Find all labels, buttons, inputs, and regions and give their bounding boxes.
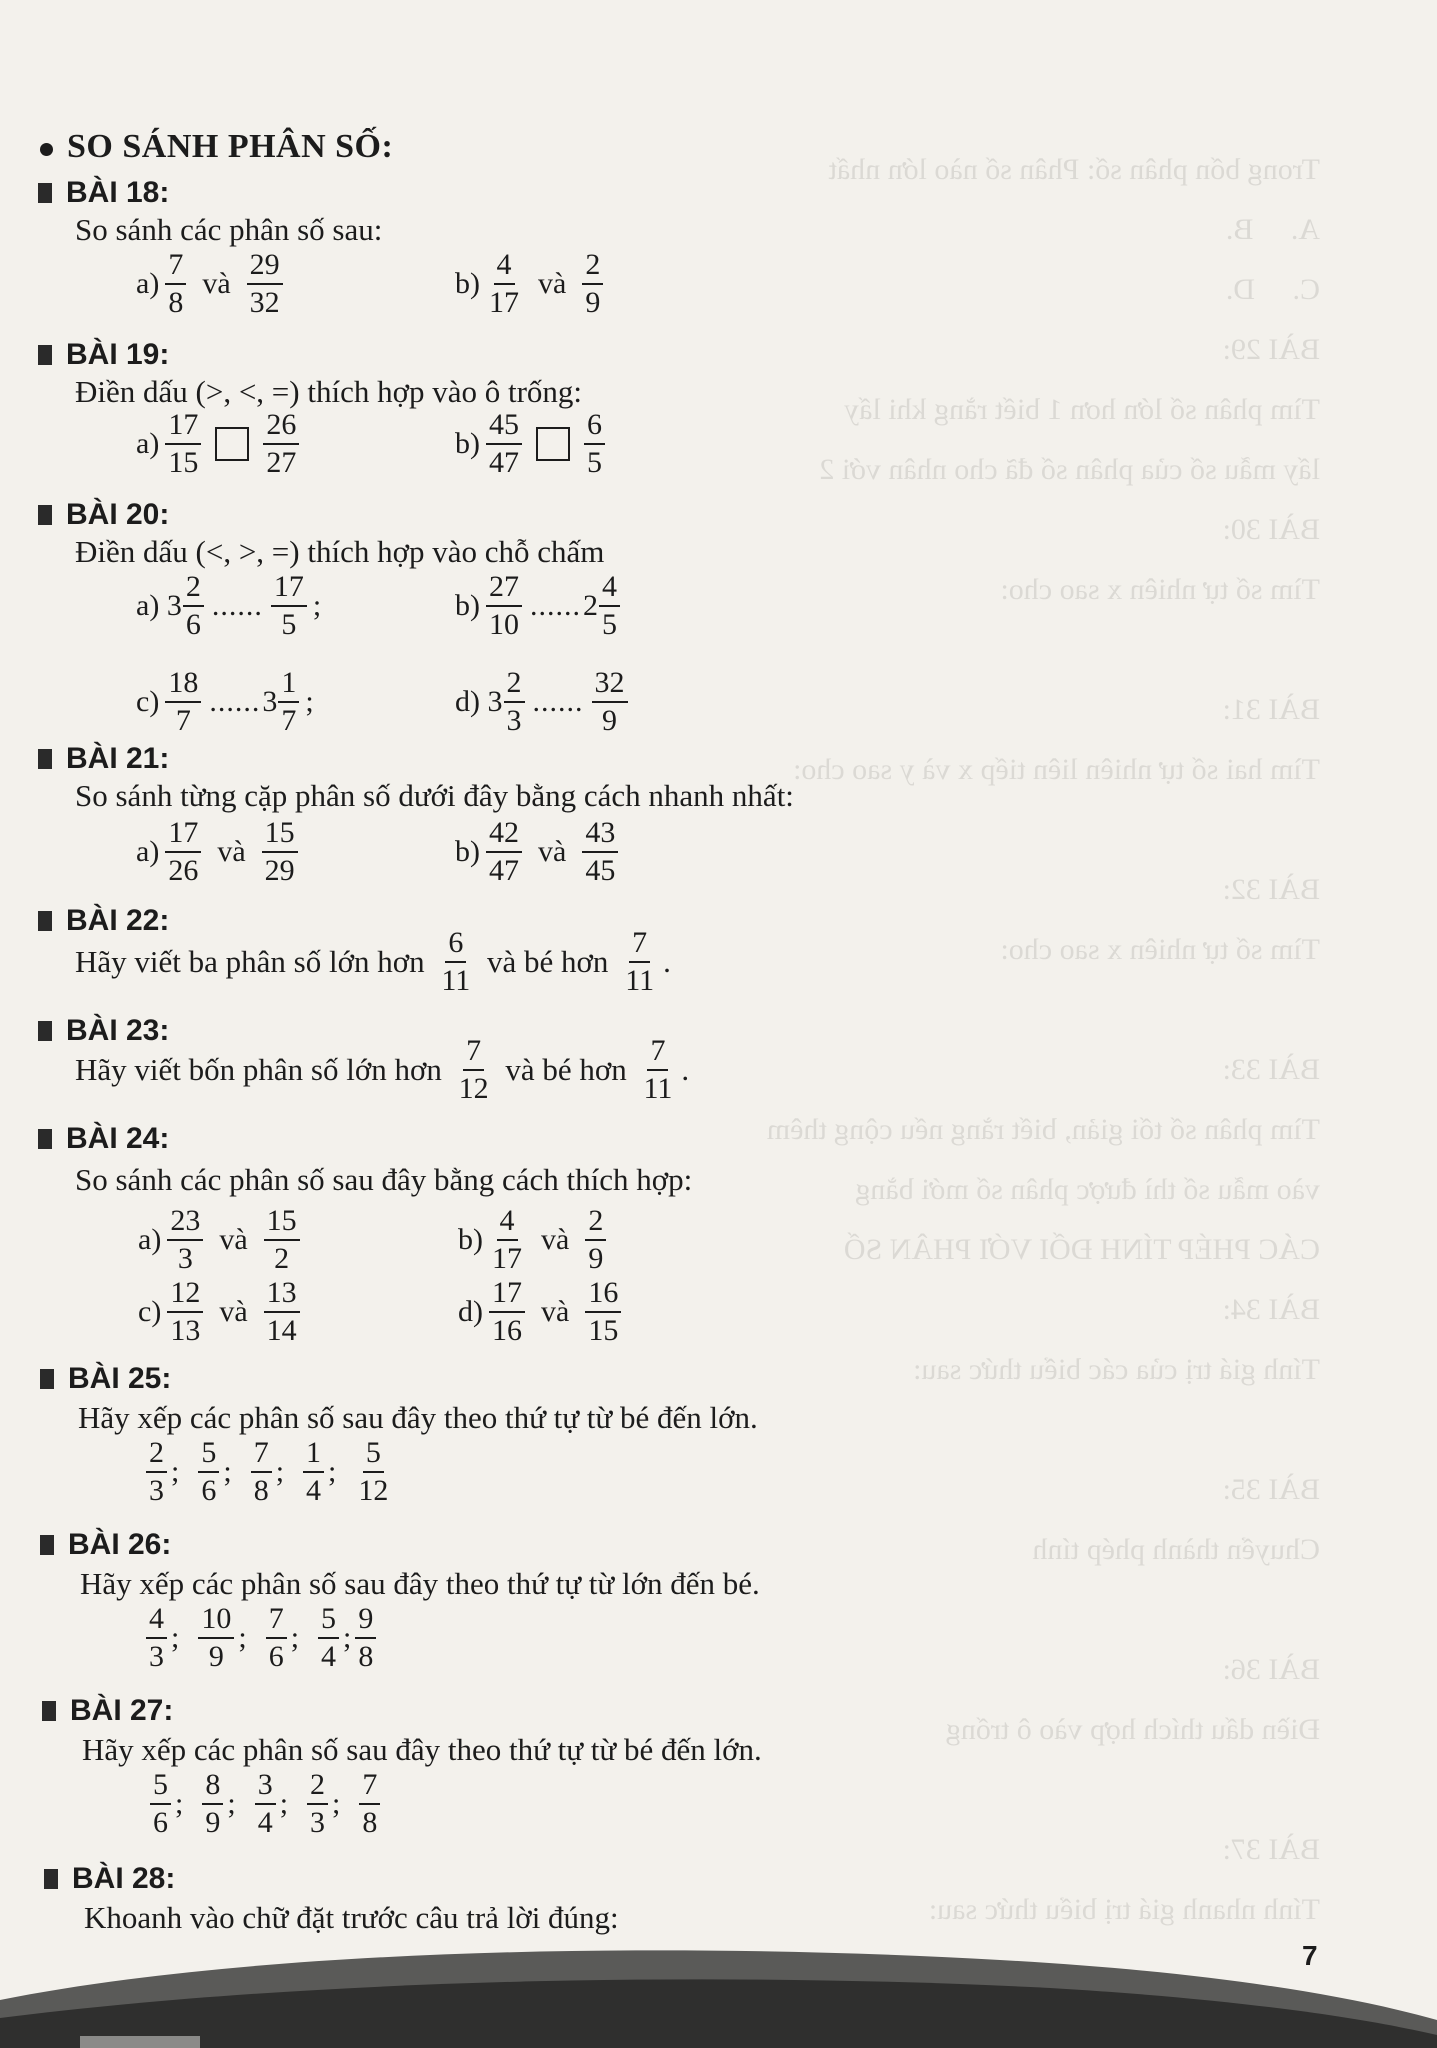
- fraction: $\frac{15}{2}$: [264, 1206, 300, 1274]
- square-bullet-icon: [44, 1869, 58, 1889]
- exercise-21-item-a: a) $\frac{17}{26}$ và $\frac{15}{29}$: [136, 818, 304, 886]
- exercise-20-item-d: d) 3 $\frac{2}{3}$ ...... $\frac{32}{9}$: [455, 668, 634, 736]
- fraction: $\frac{18}{7}$: [165, 668, 201, 736]
- exercise-23-instruction: Hãy viết bốn phân số lớn hơn $\frac{7}{12}$ và bé hơn $\frac{7}{11}$ .: [75, 1034, 690, 1105]
- fraction: $\frac{3}{4}$: [255, 1770, 276, 1838]
- square-bullet-icon: [38, 183, 52, 203]
- exercise-28-instruction: Khoanh vào chữ đặt trước câu trả lời đúng:: [84, 1900, 619, 1935]
- exercise-24-instruction: So sánh các phân số sau đây bằng cách thích hợp:: [75, 1162, 693, 1197]
- fraction: $\frac{2}{3}$: [504, 668, 525, 736]
- fraction: $\frac{10}{9}$: [198, 1604, 234, 1672]
- fraction: $\frac{7}{8}$: [165, 250, 186, 318]
- fraction: $\frac{7}{11}$: [643, 1034, 673, 1105]
- exercise-21-label: BÀI 21:: [38, 742, 169, 776]
- section-title-text: SO SÁNH PHÂN SỐ:: [67, 128, 394, 165]
- answer-box[interactable]: [536, 427, 570, 461]
- bleed-through-texture: Trong bốn phân số: Phân số nào lớn nhất A. B. C. D. BÀI 29: Tìm phân số lớn hơn 1 biết rằng khi lấy lấy mẫu số của phân số đã cho nhân với 2 BÀI 30: Tìm số tự nhiên x sao cho: BÀI 31: Tìm hai số tự nhiên liên tiếp x và y sao cho: BÀI 32: Tìm số tự nhiên x sao cho: BÀI 33: Tìm phân số tối giản, biết rằng nếu cộng thêm vào mẫu số thì được phân số mới bằng CÁC PHÉP TÍNH ĐỐI VỚI PHÂN SỐ BÀI 34: Tính giá trị của các biểu thức sau: BÀI 35: Chuyển thành phép tính BÀI 36: Điền dấu thích hợp vào ô trống BÀI 37: Tính nhanh giá trị biểu thức sau:: [766, 153, 1320, 1926]
- exercise-19-item-b: b) $\frac{45}{47}$ $\frac{6}{5}$: [455, 410, 611, 478]
- exercise-24-item-a: a) $\frac{23}{3}$ và $\frac{15}{2}$: [138, 1206, 306, 1274]
- exercise-27-instruction: Hãy xếp các phân số sau đây theo thứ tự từ bé đến lớn.: [82, 1732, 762, 1767]
- exercise-18-instruction: So sánh các phân số sau:: [75, 212, 383, 247]
- fraction: $\frac{6}{5}$: [584, 410, 605, 478]
- fraction: $\frac{5}{6}$: [150, 1770, 171, 1838]
- fraction: $\frac{27}{10}$: [486, 572, 522, 640]
- fraction: $\frac{26}{27}$: [263, 410, 299, 478]
- exercise-20-item-c: c) $\frac{18}{7}$ ...... 3 $\frac{1}{7}$ ;: [136, 666, 314, 737]
- fraction: $\frac{5}{6}$: [198, 1438, 219, 1506]
- square-bullet-icon: [40, 1535, 54, 1555]
- fraction: $\frac{45}{47}$: [486, 410, 522, 478]
- exercise-27-fraction-list: $\frac{5}{6}$ ; $\frac{8}{9}$ ; $\frac{3}{4}$ ; $\frac{2}{3}$ ; $\frac{7}{8}$: [146, 1770, 384, 1838]
- exercise-18-item-a: a) $\frac{7}{8}$ và $\frac{29}{32}$: [136, 250, 289, 318]
- exercise-24-item-b: b) $\frac{4}{17}$ và $\frac{2}{9}$: [458, 1206, 612, 1274]
- exercise-27-label: BÀI 27:: [42, 1694, 173, 1728]
- exercise-19-label: BÀI 19:: [38, 338, 169, 372]
- fraction: $\frac{4}{17}$: [492, 1204, 522, 1275]
- exercise-24-item-c: c) $\frac{12}{13}$ và $\frac{13}{14}$: [138, 1278, 306, 1346]
- fraction: $\frac{1}{7}$: [278, 668, 299, 736]
- fraction: $\frac{17}{16}$: [489, 1278, 525, 1346]
- fraction: $\frac{2}{9}$: [585, 1206, 606, 1274]
- section-heading: [40, 128, 393, 166]
- exercise-23-label: BÀI 23:: [38, 1014, 169, 1048]
- fraction: $\frac{7}{11}$: [625, 926, 655, 997]
- square-bullet-icon: [38, 1129, 52, 1149]
- fraction: $\frac{2}{9}$: [582, 250, 603, 318]
- fill-in-dots[interactable]: ......: [211, 589, 263, 622]
- fill-in-dots[interactable]: ......: [530, 589, 581, 622]
- fraction: $\frac{2}{3}$: [146, 1438, 167, 1506]
- exercise-20-item-a: a) 3 $\frac{2}{6}$ ...... $\frac{17}{5}$ ;: [136, 570, 322, 641]
- fraction: $\frac{13}{14}$: [264, 1278, 300, 1346]
- exercise-18-label: BÀI 18:: [38, 176, 169, 210]
- footer-swoosh-decoration: [0, 1940, 1437, 2048]
- fraction: $\frac{2}{6}$: [183, 572, 204, 640]
- fraction: $\frac{17}{5}$: [271, 572, 307, 640]
- fraction: $\frac{42}{47}$: [486, 818, 522, 886]
- exercise-28-label: BÀI 28:: [44, 1862, 175, 1896]
- exercise-21-instruction: So sánh từng cặp phân số dưới đây bằng cách nhanh nhất:: [75, 778, 794, 813]
- fraction: $\frac{5}{12}$: [358, 1436, 389, 1507]
- square-bullet-icon: [38, 345, 52, 365]
- square-bullet-icon: [42, 1701, 56, 1721]
- square-bullet-icon: [38, 1021, 52, 1041]
- exercise-24-item-d: d) $\frac{17}{16}$ và $\frac{16}{15}$: [458, 1278, 627, 1346]
- exercise-19-instruction: Điền dấu (>, <, =) thích hợp vào ô trống:: [75, 374, 583, 409]
- exercise-26-fraction-list: $\frac{4}{3}$ ; $\frac{10}{9}$ ; $\frac{7}{6}$ ; $\frac{5}{4}$ ; $\frac{9}{8}$: [142, 1604, 380, 1672]
- exercise-26-label: BÀI 26:: [40, 1528, 171, 1562]
- exercise-20-item-b: b) $\frac{27}{10}$ ...... 2 $\frac{4}{5}$: [455, 572, 626, 640]
- exercise-25-instruction: Hãy xếp các phân số sau đây theo thứ tự từ bé đến lớn.: [78, 1400, 758, 1435]
- fraction: $\frac{16}{15}$: [585, 1278, 621, 1346]
- square-bullet-icon: [40, 1369, 54, 1389]
- exercise-22-label: BÀI 22:: [38, 904, 169, 938]
- fraction: $\frac{4}{17}$: [489, 248, 519, 319]
- exercise-25-label: BÀI 25:: [40, 1362, 171, 1396]
- fraction: $\frac{17}{15}$: [165, 410, 201, 478]
- square-bullet-icon: [38, 911, 52, 931]
- fill-in-dots[interactable]: ......: [532, 685, 584, 718]
- fraction: $\frac{4}{5}$: [599, 572, 620, 640]
- fraction: $\frac{7}{12}$: [458, 1034, 489, 1105]
- fraction: $\frac{2}{3}$: [307, 1770, 328, 1838]
- fraction: $\frac{8}{9}$: [202, 1770, 223, 1838]
- fraction: $\frac{23}{3}$: [167, 1206, 203, 1274]
- fraction: $\frac{43}{45}$: [582, 818, 618, 886]
- page-number: 7: [1302, 1940, 1318, 1971]
- fill-in-dots[interactable]: ......: [209, 685, 261, 718]
- fraction: $\frac{1}{4}$: [303, 1438, 324, 1506]
- exercise-19-item-a: a) $\frac{17}{15}$ $\frac{26}{27}$: [136, 410, 305, 478]
- fraction: $\frac{29}{32}$: [247, 250, 283, 318]
- exercise-20-label: BÀI 20:: [38, 498, 169, 532]
- fraction: $\frac{32}{9}$: [592, 668, 628, 736]
- exercise-20-instruction: Điền dấu (<, >, =) thích hợp vào chỗ chấm: [75, 534, 605, 569]
- exercise-25-fraction-list: $\frac{2}{3}$ ; $\frac{5}{6}$ ; $\frac{7}{8}$ ; $\frac{1}{4}$ ; $\frac{5}{12}$: [142, 1438, 395, 1506]
- fraction: $\frac{4}{3}$: [146, 1604, 167, 1672]
- exercise-21-item-b: b) $\frac{42}{47}$ và $\frac{43}{45}$: [455, 818, 624, 886]
- fraction: $\frac{6}{11}$: [441, 926, 471, 997]
- fraction: $\frac{12}{13}$: [167, 1278, 203, 1346]
- bullet-dot-icon: [40, 143, 53, 156]
- fraction: $\frac{7}{8}$: [359, 1770, 380, 1838]
- fraction: $\frac{7}{8}$: [251, 1438, 272, 1506]
- fraction: $\frac{7}{6}$: [266, 1604, 287, 1672]
- fraction: $\frac{5}{4}$: [318, 1604, 339, 1672]
- fraction: $\frac{9}{8}$: [355, 1604, 376, 1672]
- square-bullet-icon: [38, 505, 52, 525]
- answer-box[interactable]: [215, 427, 249, 461]
- exercise-22-instruction: Hãy viết ba phân số lớn hơn $\frac{6}{11}$ và bé hơn $\frac{7}{11}$ .: [75, 926, 671, 997]
- exercise-24-label: BÀI 24:: [38, 1122, 169, 1156]
- fraction: $\frac{15}{29}$: [262, 818, 298, 886]
- exercise-26-instruction: Hãy xếp các phân số sau đây theo thứ tự từ lớn đến bé.: [80, 1566, 760, 1601]
- exercise-18-item-b: b) $\frac{4}{17}$ và $\frac{2}{9}$: [455, 250, 609, 318]
- fraction: $\frac{17}{26}$: [165, 818, 201, 886]
- square-bullet-icon: [38, 749, 52, 769]
